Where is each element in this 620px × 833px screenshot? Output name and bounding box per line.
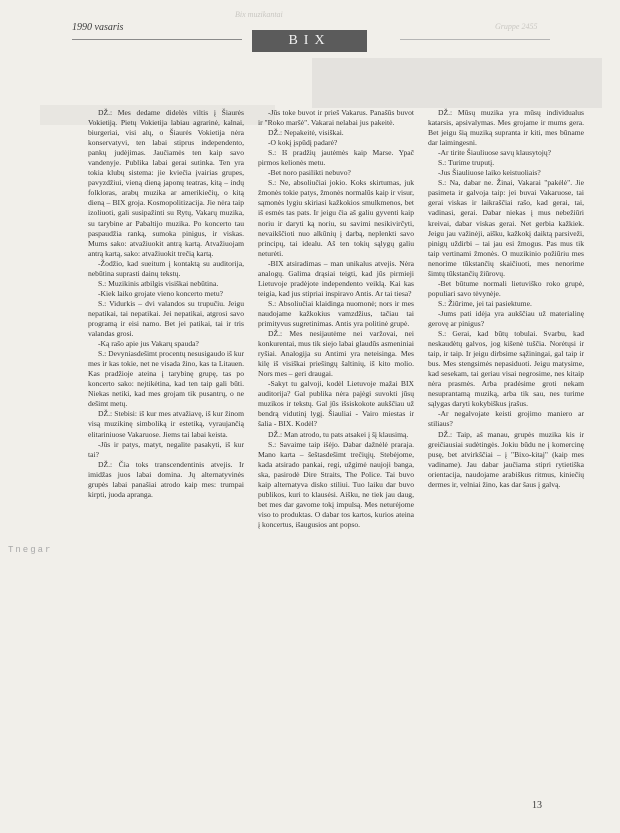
paragraph: -Ką rašo apie jus Vakarų spauda? <box>98 339 199 349</box>
paragraph: DŽ.: Taip, aš manau, grupės muzika kis ir greičiausiai sudėtingės. Jokiu būdu ne į komercinę pusę, bet atvirkščiai – į "Bixo-kitaj" (kaip mes vadiname). Jau dabar jaučiama stipri rytietiška orientacija, naudojame arabiškus ritmus, kiniečių dermes ir, velniai žino, kas dar šaus į galvą. <box>428 429 584 489</box>
paragraph: DŽ.: Man atrodo, tu pats atsakei į šį klausimą. <box>268 429 409 439</box>
paragraph: -Jūs ir patys, matyt, negalite pasakyti, iš kur tai? <box>88 439 244 459</box>
paragraph: DŽ.: Nepakeitė, visiškai. <box>268 128 344 138</box>
paragraph: -BIX atsiradimas – man unikalus atvejis. Nėra analogų. Galima drąsiai teigti, kad jūs pirmieji Lietuvoje pradėjote independento veiklą. Kai kas teigia, kad jus stipriai inspiravo Antis. Ar tai tiesa? <box>258 258 414 298</box>
paragraph: DŽ.: Čia toks transcendentinis atvejis. Ir imidžas juos labai domina. Jų alternatyvinės grupės labai panašiai atrodo kaip mes: trumpai kirpti, juoda apranga. <box>88 459 244 499</box>
paragraph: -Sakyt tu galvoji, kodėl Lietuvoje mažai BIX auditorija? Gal publika nėra pajėgi suvokti jūsų muzikos ir tekstų. Gal jūs išsiskokote aukščiau už bendrą vidutinį lygį. Šiauliai - Vairo miestas ir šalia - BIX. Kodėl? <box>258 379 414 429</box>
paragraph: S.: Savaime taip išėjo. Dabar dažnėlė praraja. Mano karta – šeštasdešimt trečiųjų. Stebėjome, kada atsirado pankai, regi, užgimė naujoji banga, ska, pasirodė Dire Straits, The Police. Tai buvo kaip alternatyva disko stiliui. Tuo laiku dar buvo publikos, kuri to klausėsi. Aišku, ne tiek jau daug, bet mes dar gavome tokį impulsą. Mes neturėjome viso to produktas. O dabar tos kartos, kurios ateina į koncertus, išaugusios ant popso. <box>258 439 414 529</box>
header-rule <box>400 39 550 40</box>
paragraph: DŽ.: Stebisi: iš kur mes atvažiavę, iš kur žinom visą muzikinę simboliką ir estetiką, vyraujančią elitariniuose Vakaruose. Jiems tai labai keista. <box>88 409 244 439</box>
paragraph: S.: Devyniasdešimt procentų nesusigaudo iš kur mes ir kas tokie, net ne visada žino, kas ta Litauen. Kas pradžioje ateina į tarybinę grupę, tas po koncerto sako: nejtikėtina, kad ten taip gali būti. Niekas netiki, kad mes grojam tik pusantrų, o ne dešimt metų. <box>88 349 244 409</box>
issue-date: 1990 vasaris <box>72 22 124 33</box>
paragraph: S.: Vidurkis – dvi valandos su trupučiu. Jeigu nepatikai, tai nepatikai. Jei nepatikai, atgrosi savo programą ir eisi namo. Bet jei patikai, tai ir tris valandas grosi. <box>88 298 244 339</box>
paragraph: DŽ.: Mūsų muzika yra mūsų individualus katarsis, apsivalymas. Mes grojame ir mums gera. Bet jeigu šią muziką supranta ir kiti, mes būname dar laimingesni. <box>428 108 584 148</box>
bleed-through-text: Bix muzikantai <box>235 10 283 19</box>
text-column-1 <box>88 108 244 500</box>
section-banner: BIX <box>252 30 367 52</box>
paragraph: S.: Gerai, kad būtų tobulai. Svarbu, kad neskaudėtų galvos, jog kišenė tuščia. Norėtųsi ir taip, ir taip. Ir jeigu dirbsime sąžiningai, gal taip ir bus. Mes stengsimės nepasiduoti. Jeigu matysime, kad sesekam, tai geriau visai negrosime, nes kitaip nėra prasmės. Arba pradėsime groti nekam nesuprantamą muziką, arba tik sau, nes turime sąlygas daryti kokybiškus įrašus. <box>428 329 584 409</box>
paragraph: -Bet noro pasilikti nebuvo? <box>268 168 351 178</box>
margin-mark: Tnegar <box>8 545 53 555</box>
paragraph: S.: Muzikinis atbilgis visiškai nebūtina. <box>98 278 219 288</box>
paragraph: S.: Ne, absoliučiai jokio. Koks skirtumas, juk žmonės tokie patys, žmonės normalūs kaip ir visur, sąmonės lygiu skiriasi kažkokios smulkmenos, bet iš esmės tas pats. Ir jeigu čia aš galiu gyventi kaip noriu ir daryti ką noriu, su savimi nesikivirčyti, nevaikščioti nuo alkūnių į darbą, neplenkti savo principų, tai idealu. Aš ten tokių sąlygų galiu neturėti. <box>258 178 414 258</box>
page-number: 13 <box>532 800 542 811</box>
paragraph: DŽ.: Mes dedame didelės viltis į Šiaurės Vokietiją. Pietų Vokietija labiau agrarinė, kalnai, biurgeriai, visi alų, o Šiaurės Vokietija nėra konservatyvi, ten labai stiprus independento, pankų judėjimas. Jaučiamės ten kaip savo vandenyje. Publika labai gerai sutinka. Ten yra tokia klubų sistema: jie kviečia įvairias grupes, pavyzdžiui, vieną dieną japonų teatras, kitą – indų folkloras, arabų muzika ar amerikiečių, o kitą dieną – BIX groja. Kosmopolitizacija. Jie nėra taip izoliuoti, gali susipažinti su Rytų, Vakarų muzika, su tarybine ar Pabaltijo muzika. Po koncerto tau paspaudžia ranką, sumoka pinigus, ir viskas. Mums sako: atvažiuokit antrą kartą. Atvažiuojam antrą kartą, sako: atvažiuokit trečią kartą. <box>88 108 244 258</box>
paragraph: -O kokį įspūdį padarė? <box>268 138 338 148</box>
paragraph: -Kiek laiko grojate vieno koncerto metu? <box>98 288 224 298</box>
paragraph: -Jus Šiauliuose laiko keistuoliais? <box>438 168 541 178</box>
paragraph: -Žodžio, kad sueitum į kontaktą su auditorija, nebūtina suprasti dainų tekstų. <box>88 258 244 278</box>
paragraph: S.: Žiūrime, jei tai pasiektume. <box>438 298 532 308</box>
bleed-through-text: Gruppe 2455 <box>495 22 538 31</box>
text-column-3 <box>428 108 584 490</box>
paragraph: -Jūs toke buvot ir prieš Vakarus. Panašūs buvot ir "Roko maršė". Vakarai nelabai jus pakeitė. <box>258 108 414 128</box>
paragraph: -Jums pati idėja yra aukščiau už materialinę gerovę ar pinigus? <box>428 308 584 328</box>
paragraph: S.: Na, dabar ne. Žinai, Vakarai "pakėlė". Jie pasimeta ir galvoja taip: jei buvai Vakaruose, tai gerai viskas ir laikraščiai rašo, kad gerai, tai, vadinasi, gerai. Dabar niekas į mus nebežiūri kreivai, dabar viskas gerai. Net gerbia kažkiek. Jeigu jau važinėji, aišku, kažkokį daiktą parsiveži, pinigų uždirbi – tai jau esi žmogus. Pas mus tik taip vertinami žmonės. O muzikinio požiūriu mes nenorime tūkstančių skaičiuoti, mes nenorime šimtų tūkstančių žiūrovų. <box>428 178 584 278</box>
paragraph: S.: Iš pradžių jautėmės kaip Marse. Ypač pirmos kelionės metu. <box>258 148 414 168</box>
header-rule <box>72 39 242 40</box>
paragraph: S.: Turime truputį. <box>438 158 495 168</box>
paragraph: DŽ.: Mes nesijautėme nei varžovai, nei konkurentai, mus tik siejo labai glaudūs asmeniniai ryšiai. Analogija su Antimi yra neteisinga. Mes kilę iš visiškai priešingų šaltinių, iš kito molio. Nors mes – geri draugai. <box>258 329 414 379</box>
paragraph: -Ar negalvojate keisti grojimo maniero ar stiliaus? <box>428 409 584 429</box>
bleed-through-block <box>312 58 602 108</box>
paragraph: -Bet būtume normali lietuviško roko grupė, populiari savo tėvynėje. <box>428 278 584 298</box>
text-column-2 <box>258 108 414 530</box>
paragraph: S.: Absoliučiai klaidinga nuomonė; nors ir mes naudojame kažkokius vamzdžius, tačiau tai primityvus sugretinimas. Antis yra politinė grupė. <box>258 298 414 328</box>
paragraph: -Ar tirite Šiauliuose savų klausytojų? <box>438 148 552 158</box>
